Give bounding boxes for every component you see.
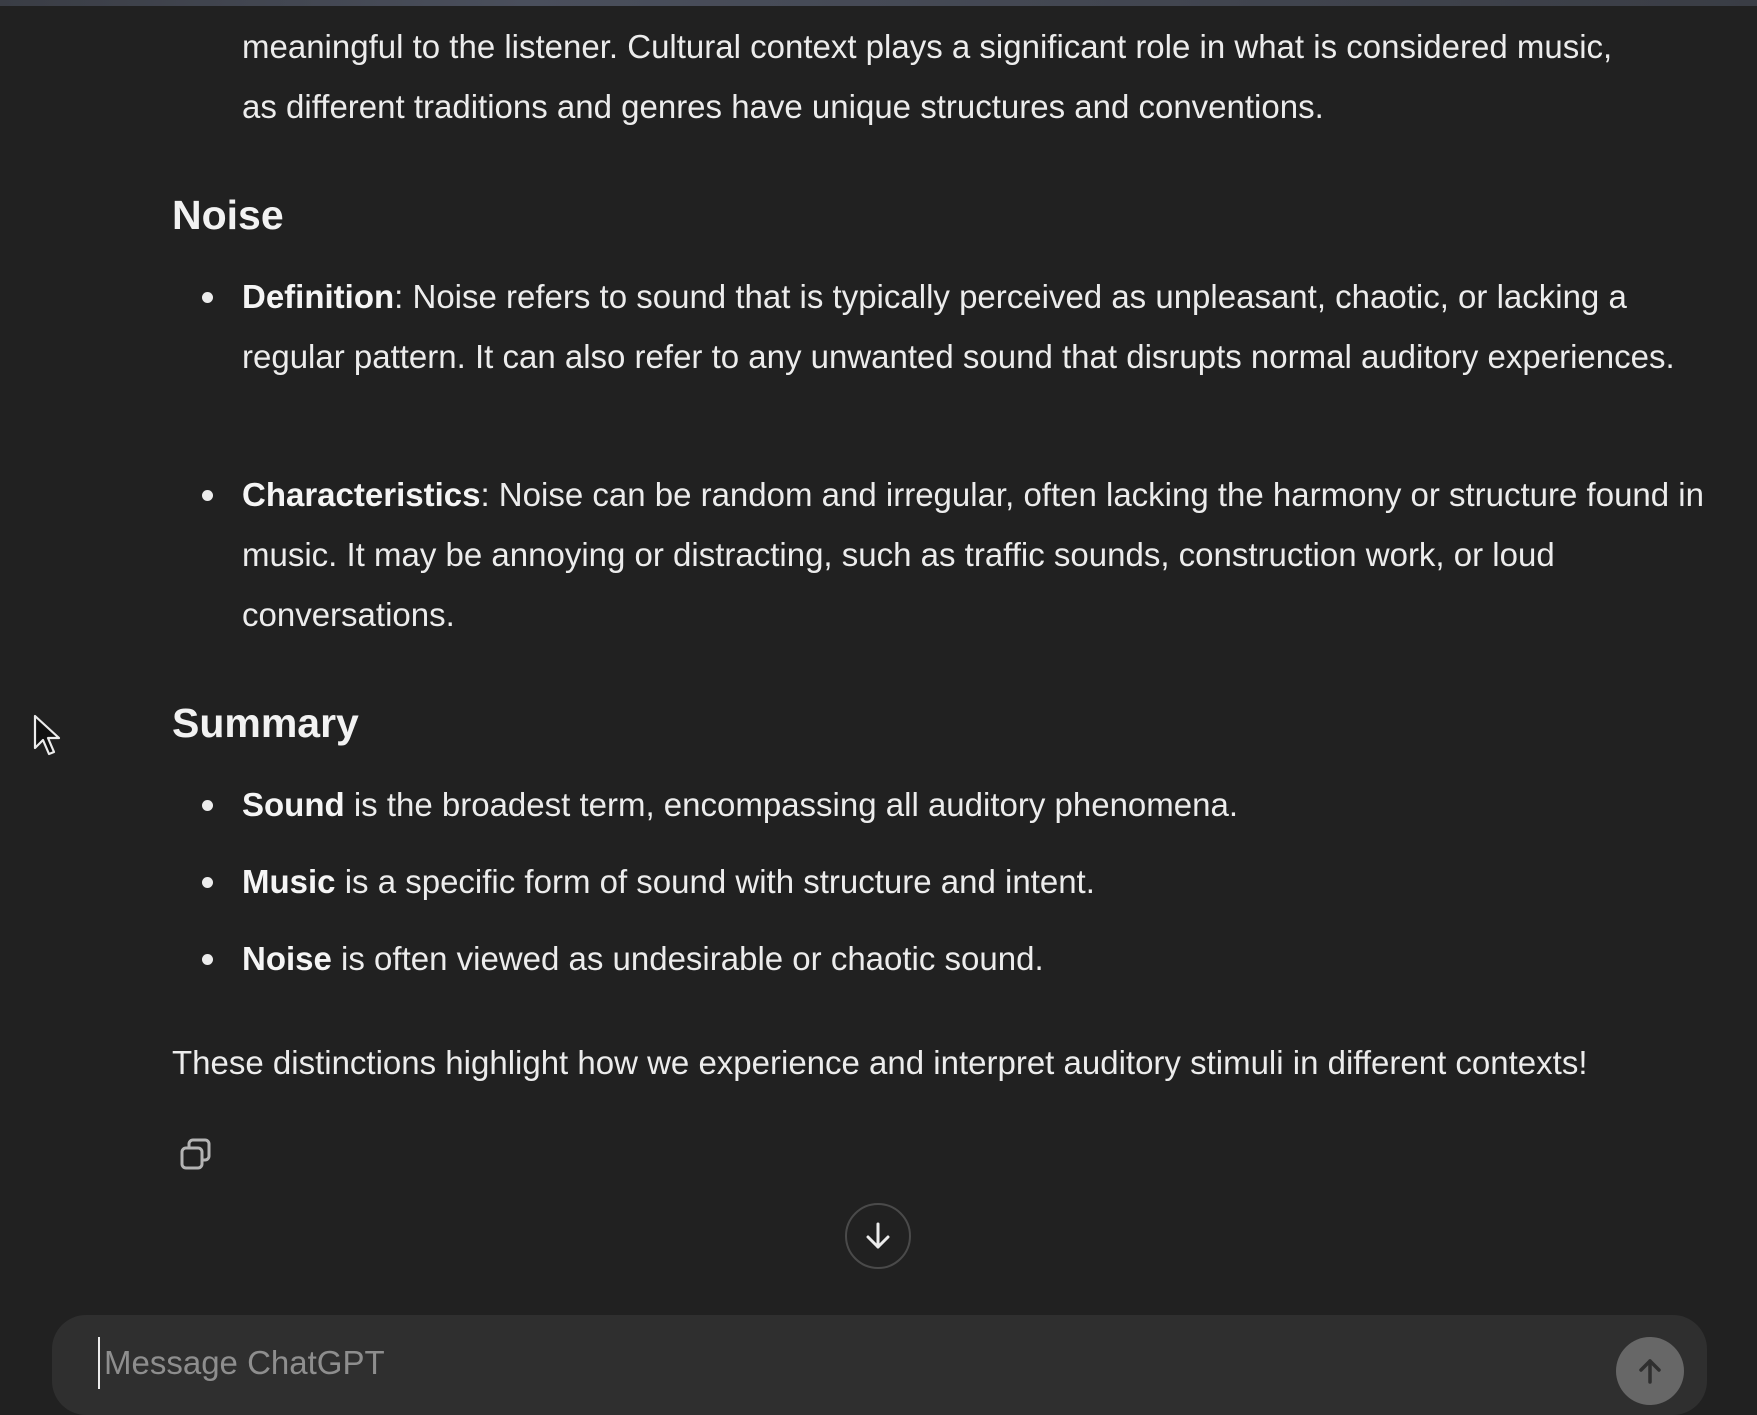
message-composer [52, 1315, 1707, 1415]
noise-definition-term: Definition [242, 278, 395, 315]
noise-characteristics-item [242, 465, 1712, 645]
noise-characteristics-text: : Noise can be random and irregular, often lacking the harmony or structure found in music. It may be annoying or distracting, such as traffic sounds, construction work, or loud conversations. [242, 476, 1704, 633]
arrow-up-icon [1635, 1356, 1665, 1386]
scroll-to-bottom-button[interactable] [845, 1203, 911, 1269]
summary-term-sound: Sound [242, 786, 345, 823]
copy-icon [178, 1136, 214, 1172]
summary-text-sound: is the broadest term, encompassing all auditory phenomena. [344, 786, 1238, 823]
copy-button[interactable] [174, 1132, 218, 1176]
closing-text: These distinctions highlight how we experience and interpret auditory stimuli in different contexts! [172, 1044, 1588, 1081]
summary-item-noise [242, 929, 1712, 989]
summary-term-music: Music [242, 863, 336, 900]
arrow-down-icon [862, 1220, 894, 1252]
send-button[interactable] [1616, 1337, 1684, 1405]
mouse-pointer-icon [32, 714, 62, 756]
noise-definition-item [242, 267, 1712, 387]
noise-heading: Noise [172, 192, 284, 238]
noise-characteristics-term: Characteristics [242, 476, 481, 513]
summary-heading: Summary [172, 700, 359, 746]
intro-line-1: meaningful to the listener. Cultural context plays a significant role in what is considered music, [242, 28, 1613, 65]
summary-text-music: is a specific form of sound with structure and intent. [335, 863, 1095, 900]
summary-text-noise: is often viewed as undesirable or chaotic sound. [331, 940, 1044, 977]
summary-item-music [242, 852, 1712, 912]
noise-definition-text: : Noise refers to sound that is typically perceived as unpleasant, chaotic, or lacking a regular pattern. It can also refer to any unwanted sound that disrupts normal auditory experiences. [242, 278, 1675, 375]
message-input[interactable] [98, 1337, 1506, 1389]
intro-line-2: as different traditions and genres have unique structures and conventions. [242, 88, 1324, 125]
summary-item-sound [242, 775, 1712, 835]
summary-term-noise: Noise [242, 940, 332, 977]
